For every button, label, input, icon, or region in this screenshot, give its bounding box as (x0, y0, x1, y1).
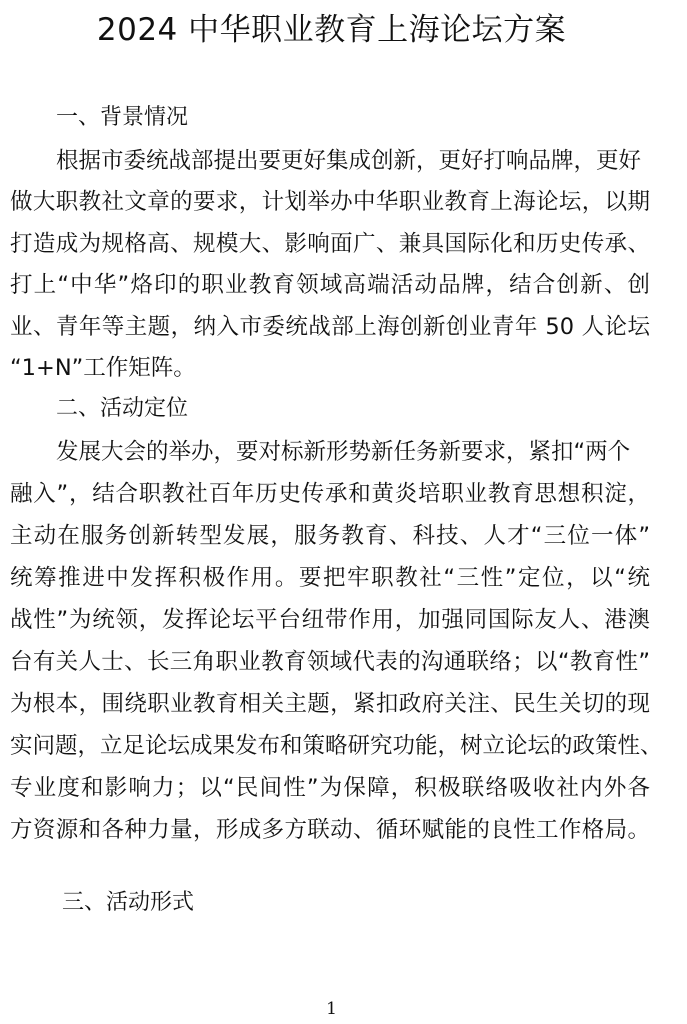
section-heading-format: 三、活动形式 (62, 890, 195, 915)
paragraph-line: 打上“中华”烙印的职业教育领域高端活动品牌，结合创新、创 (10, 272, 650, 298)
paragraph-line: 方资源和各种力量，形成多方联动、循环赋能的良性工作格局。 (10, 817, 650, 843)
paragraph-line: 打造成为规格高、规模大、影响面广、兼具国际化和历史传承、 (10, 231, 650, 257)
paragraph-line: 统筹推进中发挥积极作用。要把牢职教社“三性”定位，以“统 (10, 565, 650, 591)
paragraph-line: 主动在服务创新转型发展，服务教育、科技、人才“三位一体” (10, 523, 650, 549)
paragraph-line: 业、青年等主题，纳入市委统战部上海创新创业青年 50 人论坛 (10, 314, 650, 340)
paragraph-line: 发展大会的举办，要对标新形势新任务新要求，紧扣“两个 (56, 439, 631, 465)
paragraph-line: 做大职教社文章的要求，计划举办中华职业教育上海论坛，以期 (10, 189, 650, 215)
paragraph-line: 专业度和影响力；以“民间性”为保障，积极联络吸收社内外各 (10, 775, 650, 801)
paragraph-line: 实问题，立足论坛成果发布和策略研究功能，树立论坛的政策性、 (10, 733, 663, 759)
page-number: 1 (326, 999, 337, 1019)
paragraph-line: 融入”，结合职教社百年历史传承和黄炎培职业教育思想积淀， (10, 481, 650, 507)
section-heading-background: 一、背景情况 (56, 105, 189, 130)
paragraph-line: 为根本，围绕职业教育相关主题，紧扣政府关注、民生关切的现 (10, 691, 650, 717)
section-heading-positioning: 二、活动定位 (56, 396, 189, 421)
paragraph-line: 战性”为统领，发挥论坛平台纽带作用，加强同国际友人、港澳 (10, 607, 650, 633)
paragraph-line: 根据市委统战部提出要更好集成创新，更好打响品牌，更好 (56, 148, 642, 174)
document-title: 2024 中华职业教育上海论坛方案 (96, 12, 567, 48)
paragraph-line: “1+N”工作矩阵。 (10, 355, 196, 381)
paragraph-line: 台有关人士、长三角职业教育领域代表的沟通联络；以“教育性” (10, 649, 650, 675)
